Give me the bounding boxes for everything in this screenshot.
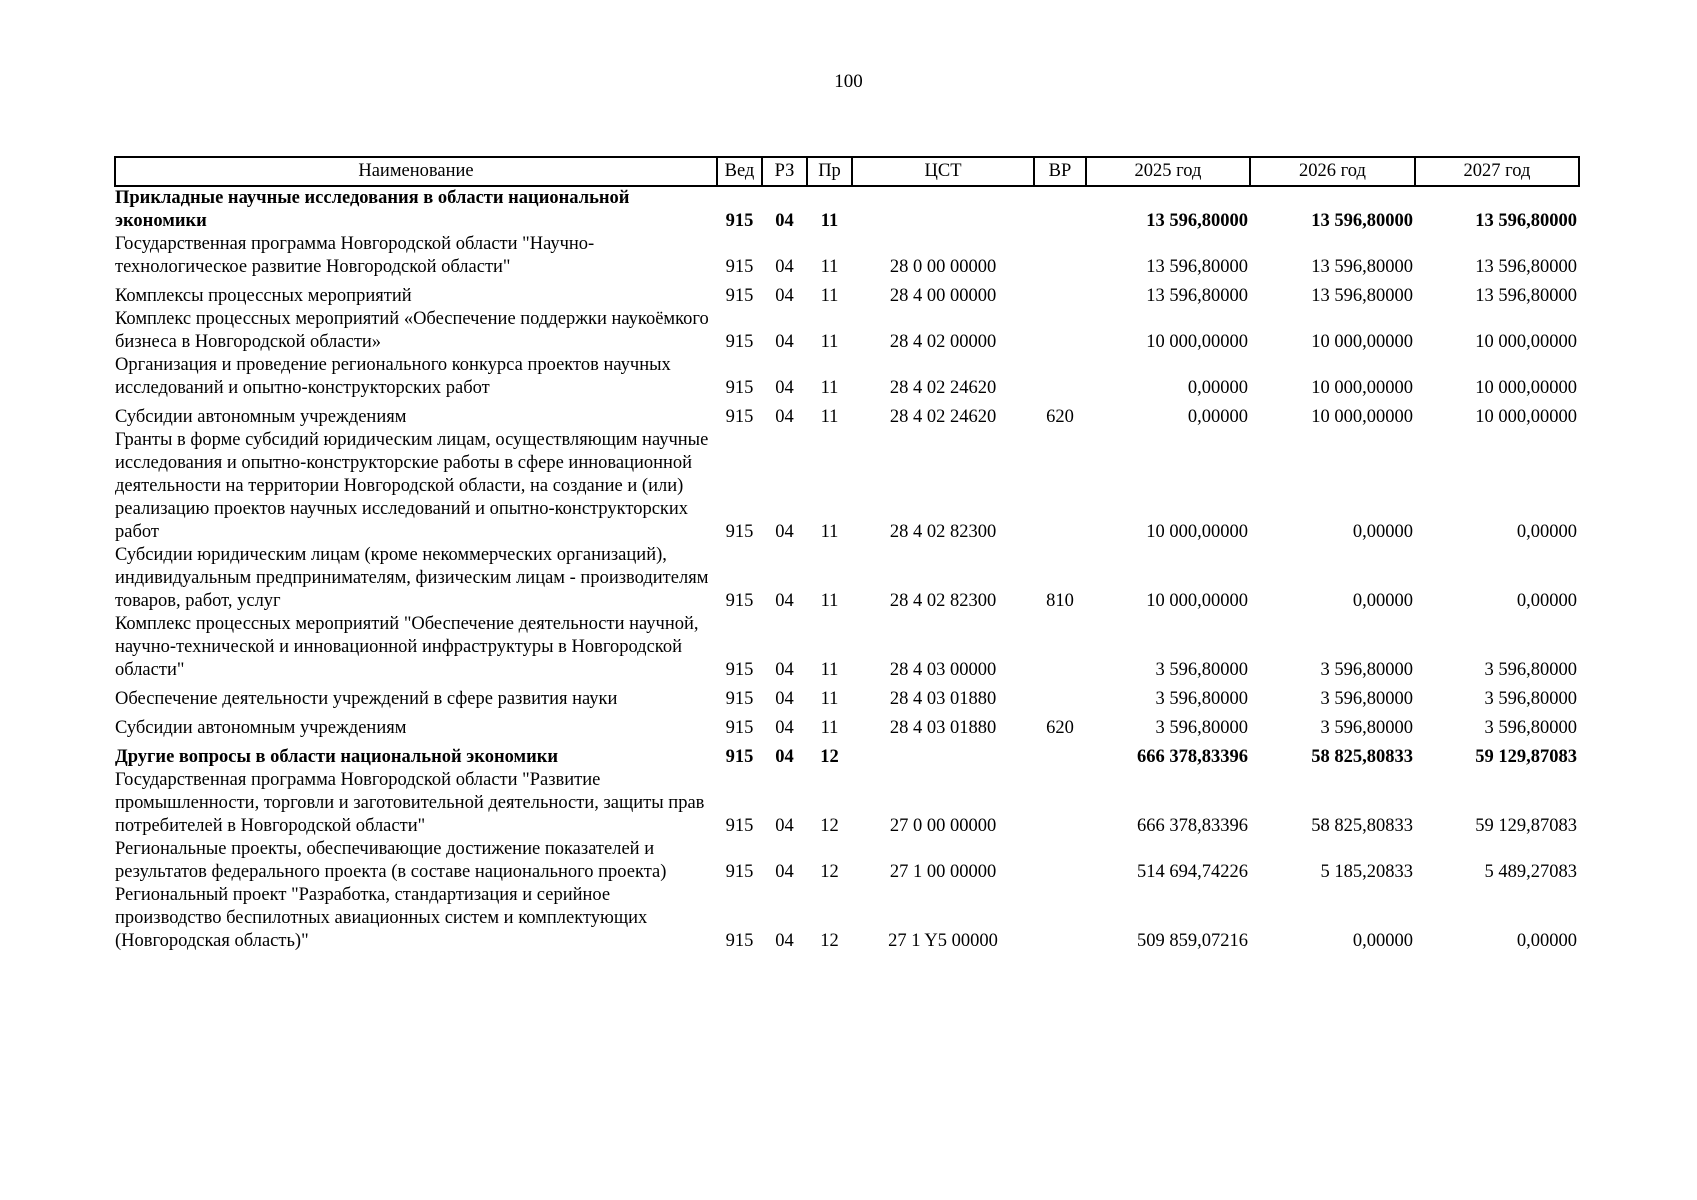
row-name: Организация и проведение регионального конкурса проектов научных исследований и опытно-конструкторских работ	[115, 355, 671, 398]
row-name: Комплексы процессных мероприятий	[115, 286, 412, 306]
row-ved: 915	[725, 660, 754, 680]
row-vr	[1034, 769, 1086, 838]
table-header	[115, 157, 1579, 186]
row-2026: 10 000,00000	[1311, 378, 1413, 398]
row-2027: 13 596,80000	[1475, 211, 1577, 231]
row-cst: 28 4 00 00000	[889, 286, 997, 306]
row-2026: 10 000,00000	[1311, 407, 1413, 427]
row-2025: 3 596,80000	[1155, 689, 1248, 709]
header-2027: 2027 год	[1415, 157, 1579, 186]
row-pr: 11	[820, 407, 839, 427]
row-ved: 915	[725, 718, 754, 738]
row-2025: 13 596,80000	[1146, 257, 1248, 277]
row-cst: 28 4 02 24620	[889, 407, 997, 427]
row-2026: 13 596,80000	[1311, 211, 1413, 231]
table-row	[115, 400, 1579, 429]
row-cst: 27 1 00 00000	[889, 862, 997, 882]
table-row	[115, 740, 1579, 769]
row-2027: 59 129,87083	[1475, 747, 1577, 767]
table-row	[115, 769, 1579, 838]
row-name: Государственная программа Новгородской области "Развитие промышленности, торговли и заготовительной деятельности, защиты прав потребителей в Новгородской области"	[115, 770, 705, 836]
row-2027: 3 596,80000	[1484, 689, 1577, 709]
row-2027: 3 596,80000	[1484, 660, 1577, 680]
row-2027: 0,00000	[1516, 522, 1577, 542]
row-2025: 3 596,80000	[1155, 718, 1248, 738]
row-2026: 0,00000	[1352, 522, 1413, 542]
row-vr	[1034, 613, 1086, 682]
row-rz: 04	[775, 747, 794, 767]
table-body	[115, 186, 1579, 953]
row-2027: 59 129,87083	[1475, 816, 1577, 836]
row-2027: 0,00000	[1516, 591, 1577, 611]
row-cst: 28 4 02 00000	[889, 332, 997, 352]
row-2025: 13 596,80000	[1146, 286, 1248, 306]
row-pr: 11	[820, 378, 839, 398]
header-cst: ЦСТ	[852, 157, 1034, 186]
row-pr: 12	[820, 816, 839, 836]
row-rz: 04	[775, 816, 794, 836]
row-name: Другие вопросы в области национальной экономики	[115, 747, 559, 767]
row-2027: 3 596,80000	[1484, 718, 1577, 738]
row-2026: 0,00000	[1352, 591, 1413, 611]
row-cst: 28 4 03 01880	[889, 689, 997, 709]
header-ved: Вед	[717, 157, 762, 186]
row-rz: 04	[775, 378, 794, 398]
row-rz: 04	[775, 689, 794, 709]
header-2026: 2026 год	[1250, 157, 1415, 186]
row-cst: 28 0 00 00000	[889, 257, 997, 277]
row-pr: 11	[820, 522, 839, 542]
row-2025: 666 378,83396	[1137, 816, 1248, 836]
row-2026: 58 825,80833	[1311, 747, 1413, 767]
table-row	[115, 308, 1579, 354]
row-vr: 620	[1046, 718, 1074, 738]
row-2025: 0,00000	[1187, 378, 1248, 398]
row-vr: 810	[1046, 591, 1074, 611]
header-rz: РЗ	[762, 157, 807, 186]
table-row	[115, 884, 1579, 953]
row-2027: 5 489,27083	[1484, 862, 1577, 882]
row-2026: 58 825,80833	[1311, 816, 1413, 836]
row-2025: 10 000,00000	[1146, 522, 1248, 542]
row-2027: 0,00000	[1516, 931, 1577, 951]
row-2027: 13 596,80000	[1475, 286, 1577, 306]
budget-table	[114, 156, 1580, 953]
row-ved: 915	[725, 286, 754, 306]
row-vr	[1034, 838, 1086, 884]
row-rz: 04	[775, 660, 794, 680]
table-row	[115, 186, 1579, 233]
row-name: Комплекс процессных мероприятий «Обеспечение поддержки наукоёмкого бизнеса в Новгородской области»	[115, 309, 709, 352]
row-2026: 0,00000	[1352, 931, 1413, 951]
row-cst: 28 4 02 24620	[889, 378, 997, 398]
row-2025: 0,00000	[1187, 407, 1248, 427]
row-2025: 3 596,80000	[1155, 660, 1248, 680]
row-vr	[1034, 233, 1086, 279]
row-2025: 666 378,83396	[1137, 747, 1248, 767]
row-pr: 12	[820, 747, 839, 767]
row-vr	[1034, 682, 1086, 711]
row-2027: 10 000,00000	[1475, 378, 1577, 398]
row-2025: 514 694,74226	[1137, 862, 1248, 882]
row-vr	[1034, 740, 1086, 769]
header-name: Наименование	[115, 157, 717, 186]
row-vr	[1034, 308, 1086, 354]
row-rz: 04	[775, 332, 794, 352]
row-name: Региональные проекты, обеспечивающие достижение показателей и результатов федерального проекта (в составе национального проекта)	[115, 839, 667, 882]
row-vr	[1034, 279, 1086, 308]
row-rz: 04	[775, 591, 794, 611]
row-2026: 13 596,80000	[1311, 257, 1413, 277]
row-rz: 04	[775, 286, 794, 306]
row-name: Комплекс процессных мероприятий "Обеспечение деятельности научной, научно-технической и инновационной инфраструктуры в Новгородской области"	[115, 614, 699, 680]
row-cst	[852, 186, 1034, 233]
row-pr: 11	[820, 257, 839, 277]
row-vr	[1034, 429, 1086, 544]
row-cst	[852, 740, 1034, 769]
row-rz: 04	[775, 718, 794, 738]
row-cst: 27 1 Y5 00000	[888, 931, 998, 951]
header-vr: ВР	[1034, 157, 1086, 186]
table-row	[115, 233, 1579, 279]
row-name: Государственная программа Новгородской области "Научно-технологическое развитие Новгородской области"	[115, 234, 595, 277]
row-rz: 04	[775, 407, 794, 427]
row-name: Гранты в форме субсидий юридическим лицам, осуществляющим научные исследования и опытно-конструкторские работы в сфере инновационной деятельности на территории Новгородской области, на создание и (или) реализацию проектов научных исследований и опытно-конструкторских работ	[115, 430, 709, 542]
row-pr: 11	[820, 286, 839, 306]
row-pr: 12	[820, 931, 839, 951]
table-row	[115, 613, 1579, 682]
row-ved: 915	[725, 257, 754, 277]
row-name: Субсидии автономным учреждениям	[115, 718, 407, 738]
row-pr: 11	[820, 689, 839, 709]
page-number: 100	[834, 71, 863, 92]
row-cst: 28 4 02 82300	[889, 522, 997, 542]
row-rz: 04	[775, 257, 794, 277]
row-2027: 10 000,00000	[1475, 332, 1577, 352]
row-rz: 04	[775, 522, 794, 542]
table-row	[115, 711, 1579, 740]
row-name: Субсидии юридическим лицам (кроме некоммерческих организаций), индивидуальным предпринимателям, физическим лицам - производителям товаров, работ, услуг	[115, 545, 709, 611]
row-pr: 11	[820, 332, 839, 352]
row-2026: 13 596,80000	[1311, 286, 1413, 306]
row-2026: 3 596,80000	[1320, 689, 1413, 709]
row-ved: 915	[725, 689, 754, 709]
row-cst: 28 4 03 01880	[889, 718, 997, 738]
row-pr: 11	[820, 718, 839, 738]
row-ved: 915	[725, 522, 754, 542]
table-row	[115, 544, 1579, 613]
row-vr: 620	[1046, 407, 1074, 427]
row-pr: 11	[820, 660, 839, 680]
row-cst: 27 0 00 00000	[889, 816, 997, 836]
row-ved: 915	[725, 747, 754, 767]
row-name: Региональный проект "Разработка, стандартизация и серийное производство беспилотных авиационных систем и комплектующих (Новгородская область)"	[115, 885, 648, 951]
row-2026: 5 185,20833	[1320, 862, 1413, 882]
row-rz: 04	[775, 862, 794, 882]
row-name: Субсидии автономным учреждениям	[115, 407, 407, 427]
row-ved: 915	[725, 591, 754, 611]
row-vr	[1034, 186, 1086, 233]
row-2025: 13 596,80000	[1146, 211, 1248, 231]
row-cst: 28 4 02 82300	[889, 591, 997, 611]
row-ved: 915	[725, 931, 754, 951]
row-2026: 3 596,80000	[1320, 718, 1413, 738]
table-row	[115, 682, 1579, 711]
row-2026: 10 000,00000	[1311, 332, 1413, 352]
table-row	[115, 279, 1579, 308]
table-row	[115, 429, 1579, 544]
row-rz: 04	[775, 211, 794, 231]
table-row	[115, 838, 1579, 884]
row-vr	[1034, 354, 1086, 400]
header-pr: Пр	[807, 157, 852, 186]
row-2025: 509 859,07216	[1137, 931, 1248, 951]
row-ved: 915	[725, 211, 754, 231]
header-2025: 2025 год	[1086, 157, 1250, 186]
row-name: Прикладные научные исследования в области национальной экономики	[115, 188, 630, 231]
header-row	[115, 157, 1579, 186]
row-2026: 3 596,80000	[1320, 660, 1413, 680]
row-2025: 10 000,00000	[1146, 332, 1248, 352]
row-ved: 915	[725, 332, 754, 352]
row-vr	[1034, 884, 1086, 953]
row-rz: 04	[775, 931, 794, 951]
row-2027: 13 596,80000	[1475, 257, 1577, 277]
row-pr: 11	[820, 591, 839, 611]
table-row	[115, 354, 1579, 400]
row-pr: 12	[820, 862, 839, 882]
row-2027: 10 000,00000	[1475, 407, 1577, 427]
row-name: Обеспечение деятельности учреждений в сфере развития науки	[115, 689, 618, 709]
row-ved: 915	[725, 816, 754, 836]
row-pr: 11	[820, 211, 839, 231]
row-2025: 10 000,00000	[1146, 591, 1248, 611]
row-ved: 915	[725, 407, 754, 427]
row-cst: 28 4 03 00000	[889, 660, 997, 680]
row-ved: 915	[725, 862, 754, 882]
row-ved: 915	[725, 378, 754, 398]
